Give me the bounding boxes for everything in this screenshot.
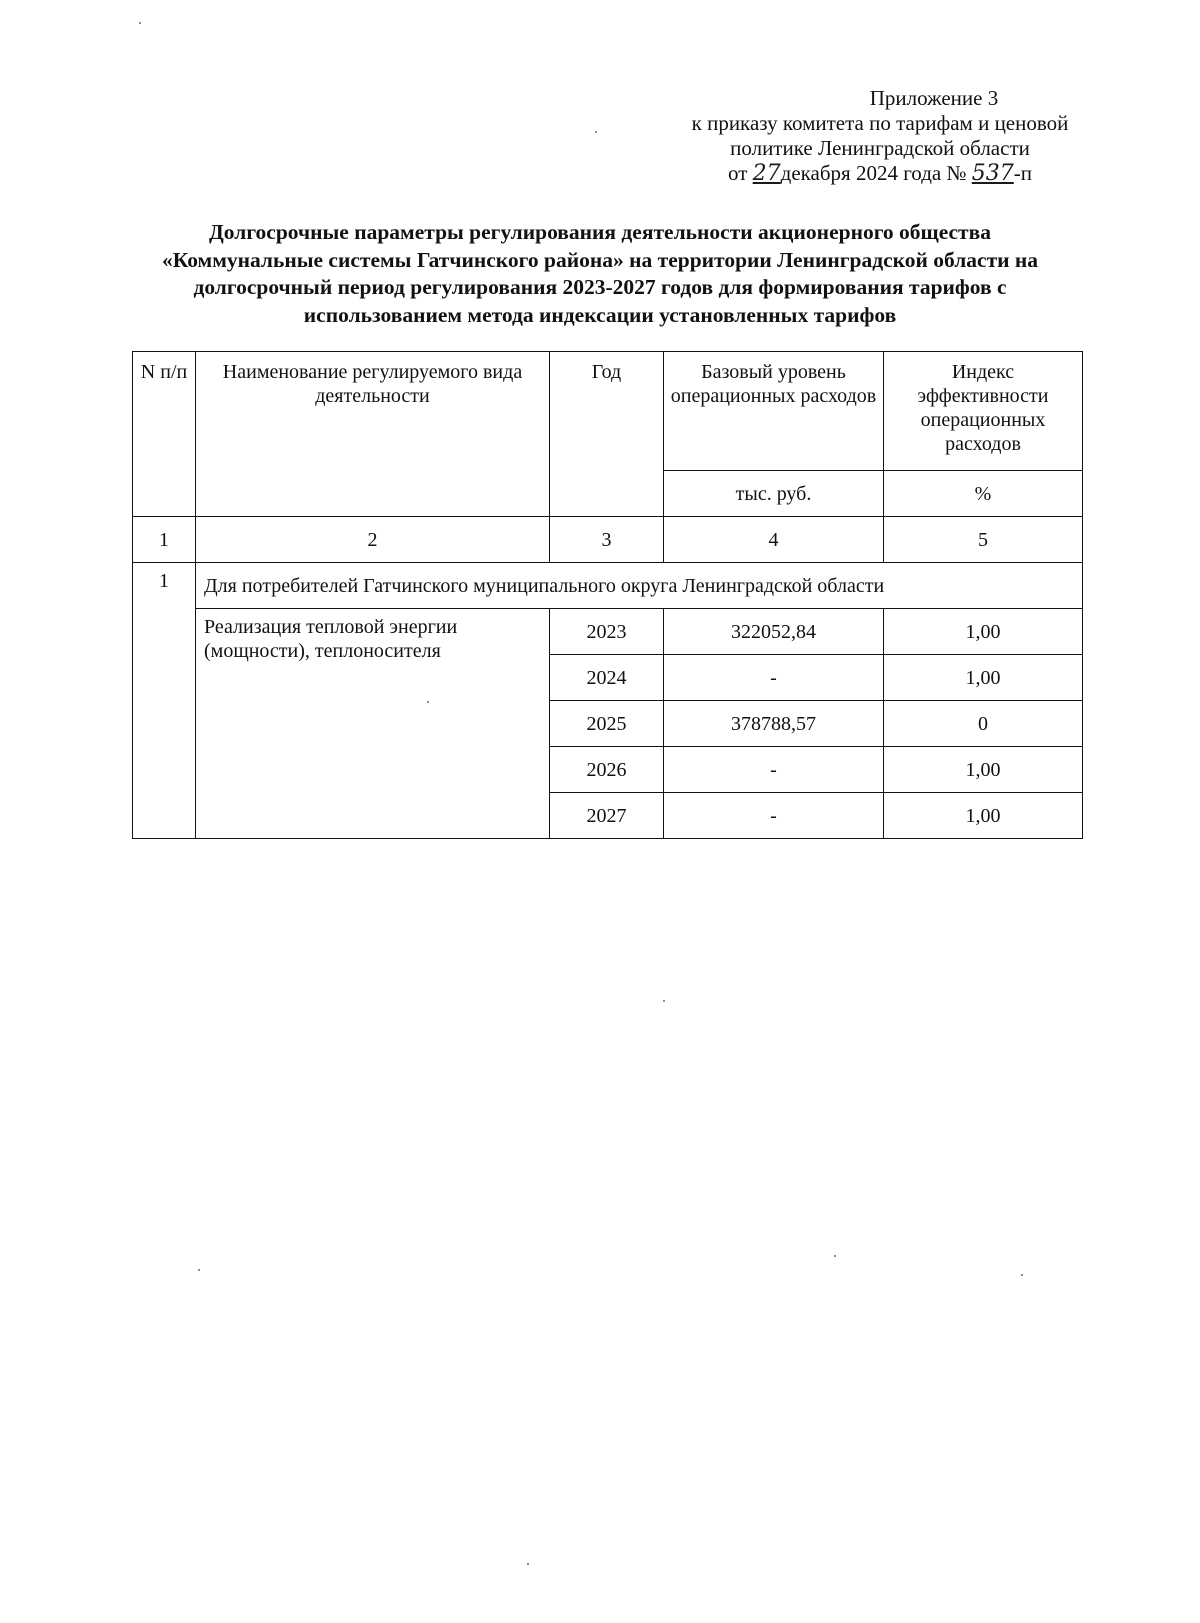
scan-speck [1021, 1274, 1023, 1276]
unit-efficiency: % [884, 471, 1083, 517]
parameters-table [132, 351, 1083, 839]
year-cell: 2024 [550, 655, 664, 701]
base-cell: 378788,57 [664, 701, 884, 747]
column-number: 4 [664, 517, 884, 563]
year-cell: 2025 [550, 701, 664, 747]
index-cell: 0 [884, 701, 1083, 747]
scan-speck [663, 1000, 665, 1002]
scan-speck [198, 1269, 200, 1271]
appendix-header [640, 86, 1120, 186]
header-num: N п/п [133, 352, 196, 517]
appendix-title: Приложение 3 [869, 86, 999, 110]
date-rest: декабря 2024 года № [780, 161, 967, 185]
scan-speck [595, 131, 597, 133]
base-cell: 322052,84 [664, 609, 884, 655]
document-title [100, 219, 1100, 329]
index-cell: 1,00 [884, 793, 1083, 839]
order-suffix: -п [1013, 161, 1032, 185]
title-line-3: долгосрочный период регулирования 2023-2027 годов для формирования тарифов с [193, 275, 1007, 299]
column-number: 1 [133, 517, 196, 563]
header-year: Год [550, 352, 664, 517]
header-base-level: Базовый уровень операционных расходов [664, 352, 884, 471]
column-number: 5 [884, 517, 1083, 563]
table-header-row [133, 352, 1083, 471]
appendix-line-1: к приказу комитета по тарифам и ценовой [691, 111, 1069, 135]
scan-speck [427, 701, 429, 703]
activity-name: Реализация тепловой энергии (мощности), теплоносителя [196, 609, 550, 839]
index-cell: 1,00 [884, 747, 1083, 793]
table-row [133, 609, 1083, 655]
index-cell: 1,00 [884, 655, 1083, 701]
date-prefix: от [728, 161, 748, 185]
handwritten-day: 27 [752, 161, 781, 186]
base-cell: - [664, 747, 884, 793]
appendix-date-line [640, 161, 1120, 186]
scan-speck [527, 1563, 529, 1565]
section-row [133, 563, 1083, 609]
unit-base-level: тыс. руб. [664, 471, 884, 517]
header-activity: Наименование регулируемого вида деятельности [196, 352, 550, 517]
column-number: 3 [550, 517, 664, 563]
index-cell: 1,00 [884, 609, 1083, 655]
column-numbers-row [133, 517, 1083, 563]
scan-speck [834, 1255, 836, 1257]
header-efficiency: Индекс эффективности операционных расходов [884, 352, 1083, 471]
section-label: Для потребителей Гатчинского муниципального округа Ленинградской области [196, 563, 1083, 609]
title-line-2: «Коммунальные системы Гатчинского района» на территории Ленинградской области на [161, 247, 1039, 272]
base-cell: - [664, 793, 884, 839]
appendix-line-2: политике Ленинградской области [730, 136, 1030, 160]
handwritten-order-number: 537 [971, 161, 1014, 186]
column-number: 2 [196, 517, 550, 563]
year-cell: 2026 [550, 747, 664, 793]
base-cell: - [664, 655, 884, 701]
section-num: 1 [133, 563, 196, 839]
title-line-1: Долгосрочные параметры регулирования деятельности акционерного общества [209, 220, 991, 244]
title-line-4: использованием метода индексации установленных тарифов [303, 302, 897, 327]
scan-speck [139, 22, 141, 24]
year-cell: 2027 [550, 793, 664, 839]
year-cell: 2023 [550, 609, 664, 655]
